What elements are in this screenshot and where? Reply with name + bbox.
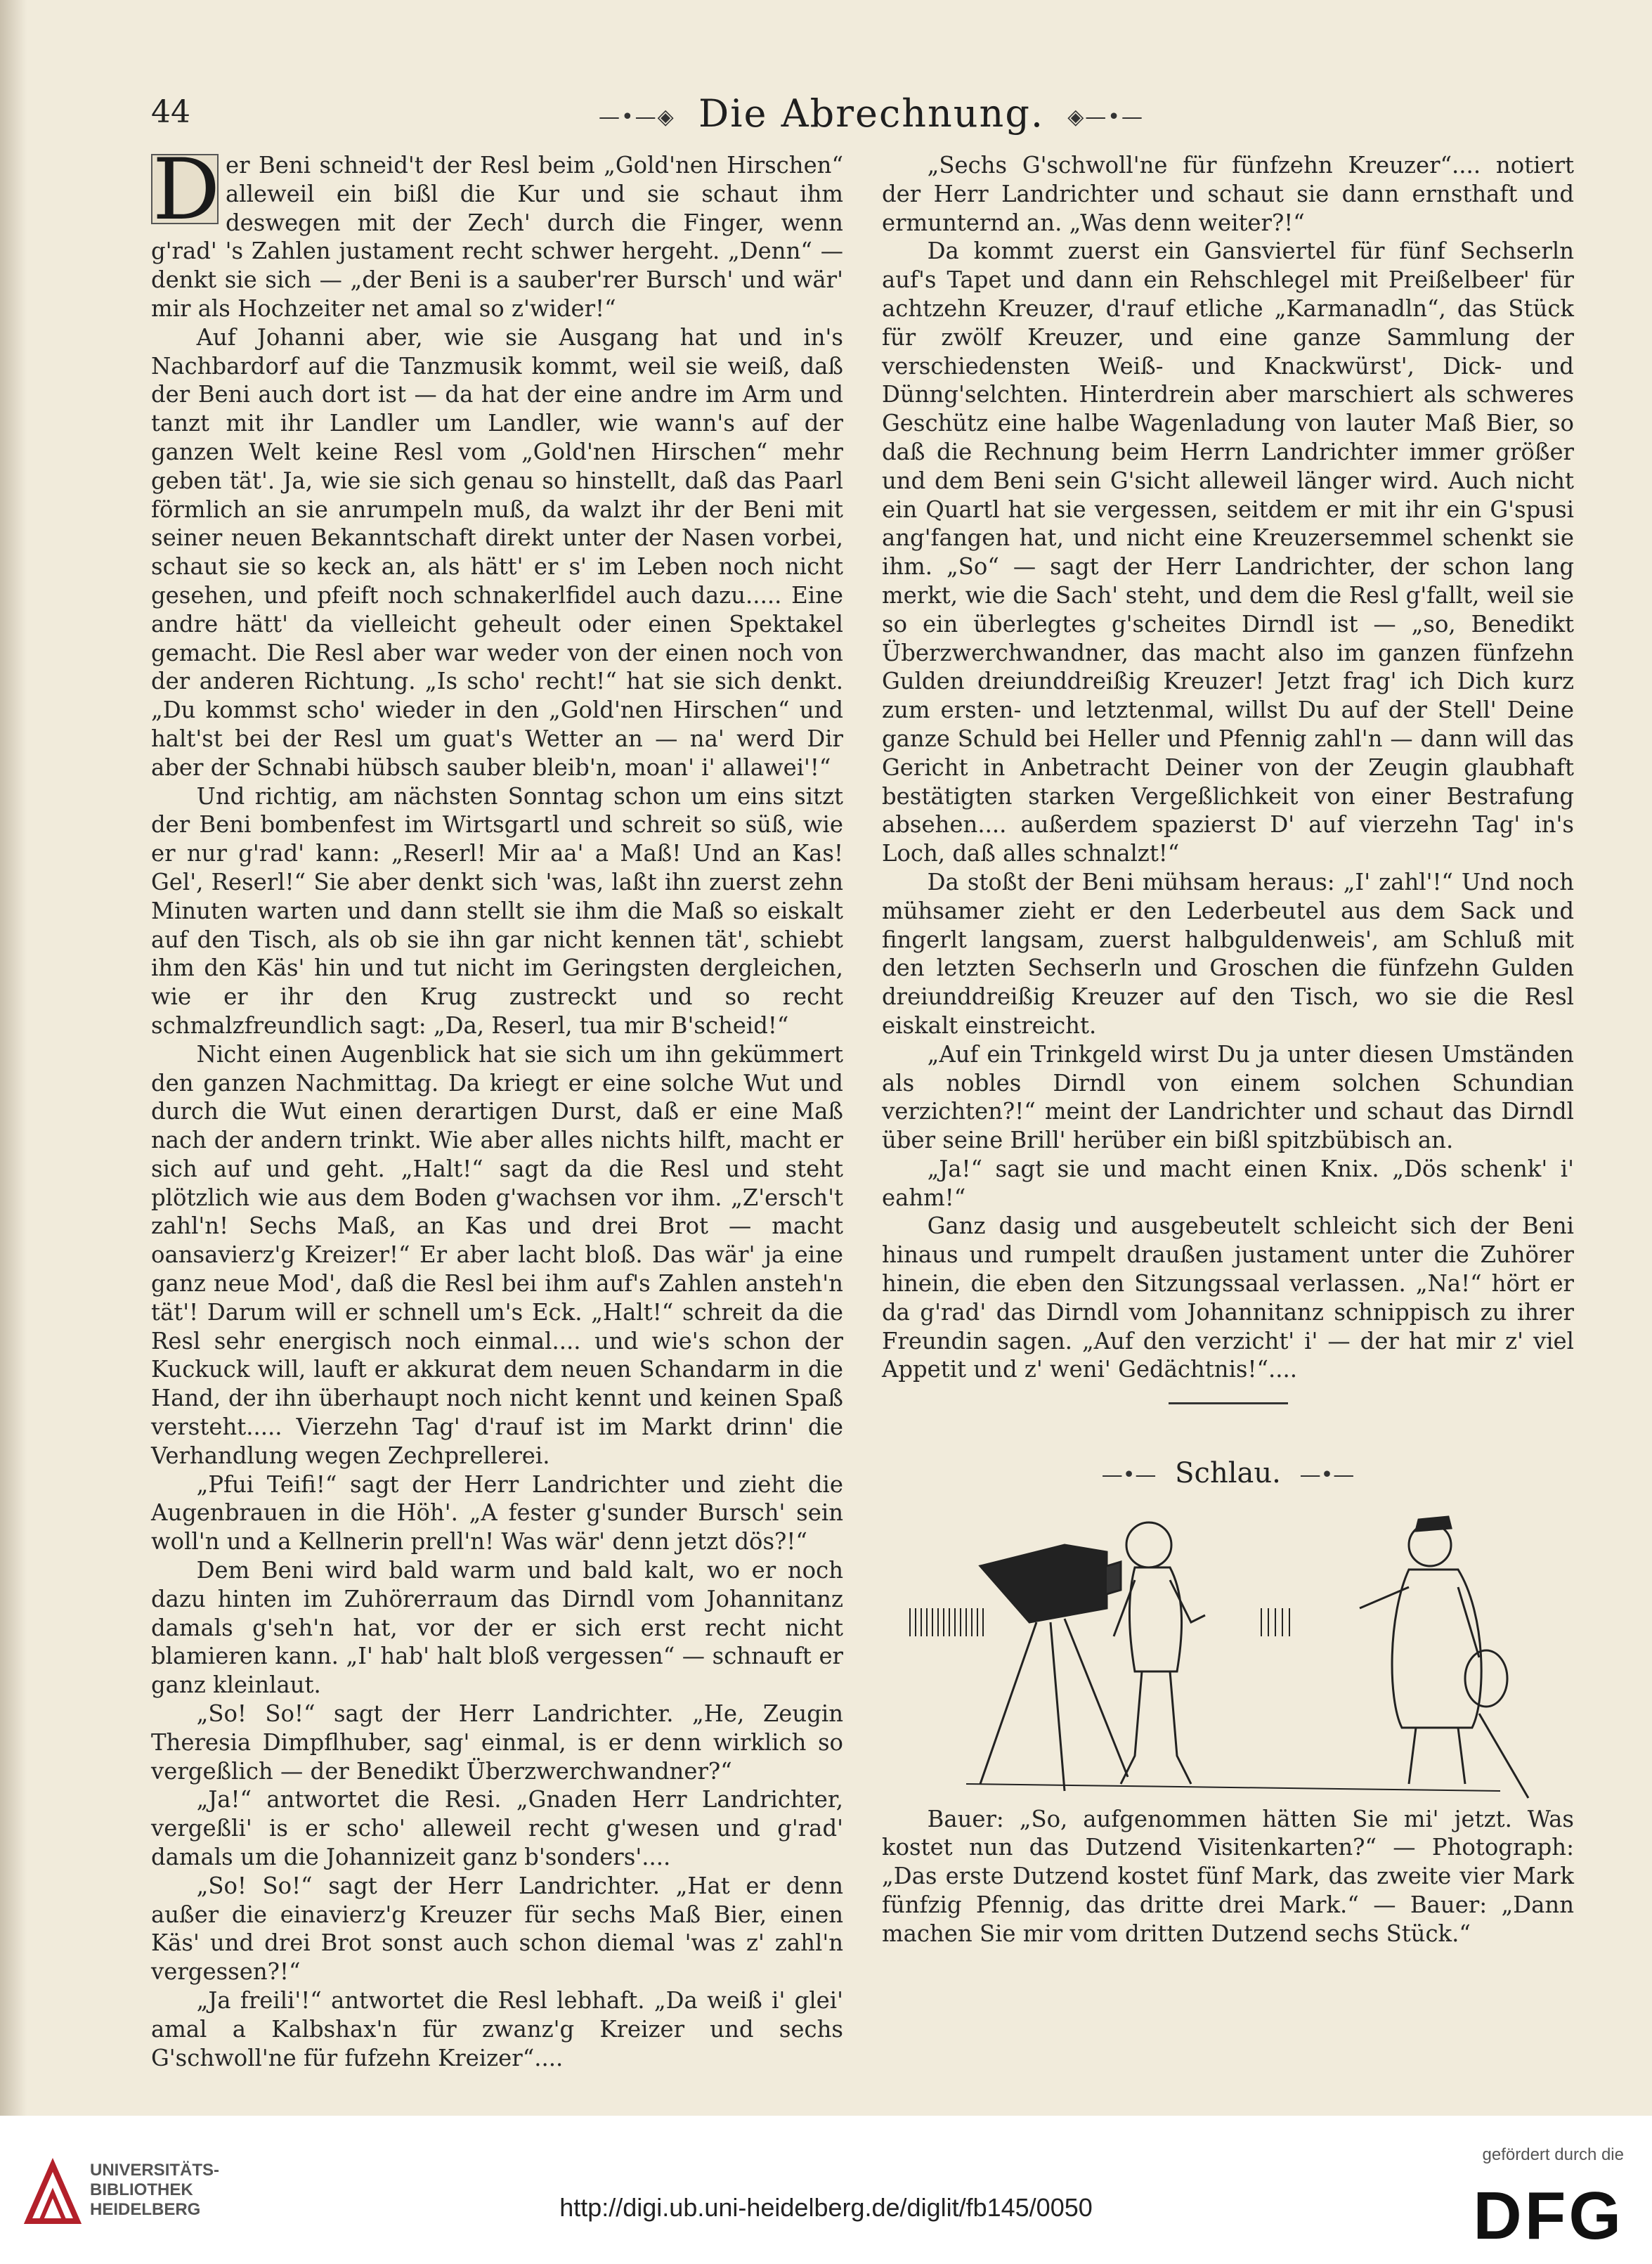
library-name-line: BIBLIOTHEK xyxy=(90,2180,193,2199)
paragraph xyxy=(151,141,843,323)
paragraph-text: er Beni schneid't der Resl beim „Gold'nen Hirschen“ alleweil ein bißl die Kur und sie schaut ihm deswegen mit der Zech' durch die Finger, wenn g'rad' 's Zahlen justament recht schwer hergeht. „Denn“ — denkt sie sich — „der Beni is a sauber'rer Bursch' und wär' mir als Hochzeiter net amal so z'wider!“ xyxy=(151,152,843,322)
paragraph: „Ja freili'!“ antwortet die Resl lebhaft. „Da weiß i' glei' amal a Kalbshax'n für zwanz'g Kreizer und sechs G'schwoll'ne für fufzehn Kreizer“.... xyxy=(151,1987,843,2071)
dfg-logo: DFG xyxy=(1473,2178,1624,2253)
paragraph: Und richtig, am nächsten Sonntag schon um eins sitzt der Beni bombenfest im Wirtsgartl und schreit so süß, wie er nur g'rad' kann: „Reserl! Mir aa' a Maß! Und an Kas! Gel', Reserl!“ Sie aber denkt sich 'was, laßt ihn zuerst zehn Minuten warten und dann stellt sie ihm die Maß so eiskalt auf den Tisch, als ob sie ihn gar nicht kennen tät', schiebt ihm den Käs' hin und tut nicht im Geringsten dergleichen, wie er ihr den Krug zustreckt und so recht schmalzfreundlich sagt: „Da, Reserl, tua mir B'scheid!“ xyxy=(151,782,843,1039)
paragraph: Da kommt zuerst ein Gansviertel für fünf Sechserln auf's Tapet und dann ein Rehschlegel mit Preißelbeer' für achtzehn Kreuzer, d'rauf etliche „Karmanadln“, das Stück für zwölf Kreuzer, und eine ganze Sammlung der verschiedensten Weiß- und Knackwürst', Dick- und Dünng'selchten. Hinterdrein aber marschiert als schweres Geschütz eine halbe Wagenladung von lauter Maß Bier, so daß die Rechnung beim Herrn Landrichter immer größer und dem Beni sein G'sicht alleweil länger wird. Auch nicht ein Quartl hat sie vergessen, seitdem er mit ihr ein G'spusi ang'fangen hat, und nicht eine Kreuzersemmel schenkt sie ihm. „So“ — sagt der Herr Landrichter, der schon lang merkt, wie die Sach' steht, und dem die Resl g'fallt, weil sie so ein überlegtes g'scheites Dirndl ist — „so, Benedikt Überzwerchwandner, das macht also im ganzen fünfzehn Gulden dreiunddreißig Kreuzer! Jetzt frag' ich Dich kurz zum ersten- und letztenmal, willst Du auf der Stell' Deine ganze Schuld bei Heller und Pfennig zahl'n — dann will das Gericht in Anbetracht Deiner von der Zeugin glaubhaft bestätigten starken Vergeßlichkeit von einer Bestrafung absehen.... außerdem spazierst D' auf vierzehn Tag' in's Loch, daß alles schnalzt!“ xyxy=(882,238,1574,867)
running-header xyxy=(151,91,1592,148)
paragraph: Da stoßt der Beni mühsam heraus: „I' zahl'!“ Und noch mühsamer zieht er den Lederbeutel aus dem Sack und fingerlt langsam, zuerst halbguldenweis', am Schluß mit den letzten Sechserln und Groschen die fünfzehn Gulden dreiunddreißig Kreuzer auf den Tisch, wo sie die Resl eiskalt einstreicht. xyxy=(882,868,1574,1039)
paragraph: „Auf ein Trinkgeld wirst Du ja unter diesen Umständen als nobles Dirndl von einem solchen Schundian verzichten?!“ meint der Landrichter und schaut das Dirndl über seine Brill' herüber ein bißl spitzbübisch an. xyxy=(882,1040,1574,1154)
cartoon-title: Schlau. xyxy=(1175,1457,1281,1490)
paragraph: Dem Beni wird bald warm und bald kalt, wo er noch dazu hinten im Zuhörerraum das Dirndl vom Johannitanz damals g'seh'n hat, vor der er sich erst recht nicht blamieren kann. „I' hab' halt bloß vergessen“ — schnauft er ganz kleinlaut. xyxy=(151,1557,843,1699)
library-name-line: HEIDELBERG xyxy=(90,2200,201,2219)
cartoon-title-wrap xyxy=(882,1459,1574,1489)
funded-by-label: gefördert durch die xyxy=(1482,2145,1624,2164)
library-name-line: UNIVERSITÄTS- xyxy=(90,2161,220,2180)
dropcap: D xyxy=(152,141,221,239)
ornament-left-icon: —•—◈ xyxy=(598,104,675,129)
running-title-wrap xyxy=(151,91,1592,136)
ornament-left-icon: —•— xyxy=(1101,1462,1157,1487)
cartoon-caption: Bauer: „So, aufgenommen hätten Sie mi' jetzt. Was kostet nun das Dutzend Visitenkarten?“ — Photograph: „Das erste Dutzend kostet fünf Mark, das zweite vier Mark fünfzig Pfennig, das dritte drei Mark.“ — Bauer: „Dann machen Sie mir vom dritten Dutzend sechs Stück.“ xyxy=(882,1805,1574,1947)
paragraph: Nicht einen Augenblick hat sie sich um ihn gekümmert den ganzen Nachmittag. Da kriegt er eine solche Wut und durch die Wut einen derartigen Durst, daß er eine Maß nach der andern trinkt. Wie aber alles nichts hilft, macht er sich auf und geht. „Halt!“ sagt da die Resl und steht plötzlich wie aus dem Boden g'wachsen vor ihm. „Z'ersch't zahl'n! Sechs Maß, an Kas und drei Brot — macht oansavierz'g Kreizer!“ Er aber lacht bloß. Das wär' ja eine ganz neue Mod', daß die Resl bei ihm auf's Zahlen ansteh'n tät'! Darum will er schnell um's Eck. „Halt!“ schreit da die Resl sehr energisch noch einmal.... und wie's schon der Kuckuck will, lauft er akkurat dem neuen Schandarm in die Hand, der ihn überhaupt noch nicht kennt und keinen Spaß versteht..... Vierzehn Tag' d'rauf ist im Markt drinn' die Verhandlung wegen Zechprellerei. xyxy=(151,1040,843,1469)
source-url-link[interactable]: http://digi.ub.uni-heidelberg.de/diglit/fb145/0050 xyxy=(559,2193,1093,2222)
running-title: Die Abrechnung. xyxy=(698,91,1045,136)
paragraph: „So! So!“ sagt der Herr Landrichter. „Hat er denn außer die einavierz'g Kreuzer für sechs Maß Bier, einen Käs' und drei Brot sonst auch schon diemal 'was z' zahl'n vergessen?!“ xyxy=(151,1872,843,1986)
paragraph: „So! So!“ sagt der Herr Landrichter. „He, Zeugin Theresia Dimpflhuber, sag' einmal, is er denn wirklich so vergeßlich — der Benedikt Überzwerchwandner?“ xyxy=(151,1700,843,1785)
footer xyxy=(0,2116,1652,2264)
right-column xyxy=(882,151,1574,1948)
section-divider xyxy=(1169,1402,1288,1404)
ornament-right-icon: ◈—•— xyxy=(1067,104,1145,129)
paragraph: „Pfui Teifi!“ sagt der Herr Landrichter und zieht die Augenbrauen in die Höh'. „A fester g'sunder Bursch' sein woll'n und a Kellnerin prell'n! Was wär' denn jetzt dös?!“ xyxy=(151,1470,843,1555)
page-binding-shadow xyxy=(0,0,27,2116)
ornament-right-icon: —•— xyxy=(1299,1462,1355,1487)
left-column xyxy=(151,141,843,2072)
paragraph: „Ja!“ antwortet die Resi. „Gnaden Herr Landrichter, vergeßli' is er scho' alleweil recht g'wesen und g'rad' damals um die Johannizeit ganz b'sonders'.... xyxy=(151,1786,843,1871)
paragraph: Ganz dasig und ausgebeutelt schleicht sich der Beni hinaus und rumpelt draußen justament unter die Zuhörer hinein, die eben den Sitzungssaal verlassen. „Na!“ hört er da g'rad' das Dirndl vom Johannitanz schnippisch zu ihrer Freundin sagen. „Auf den verzicht' i' — der hat mir z' viel Appetit und z' weni' Gedächtnis!“.... xyxy=(882,1212,1574,1383)
paragraph: Auf Johanni aber, wie sie Ausgang hat und in's Nachbardorf auf die Tanzmusik kommt, weil sie weiß, daß der Beni auch dort ist — da hat der eine andre im Arm und tanzt mit ihr Landler um Landler, wie wann's auf der ganzen Welt keine Resl vom „Gold'nen Hirschen“ mehr geben tät'. Ja, wie sie sich genau so hinstellt, daß das Paarl förmlich an sie anrumpeln muß, da walzt ihr der Beni mit seiner neuen Bekanntschaft direkt unter der Nasen vorbei, schaut sie so keck an, als hätt' er s' im Leben noch nicht gesehen, und pfeift noch schnakerlfidel auch dazu..... Eine andre hätt' da vielleicht geheult oder einen Spektakel gemacht. Die Resl aber war weder von der einen noch von der anderen Richtung. „Is scho' recht!“ hat sie sich denkt. „Du kommst scho' wieder in den „Gold'nen Hirschen“ und halt'st bei der Resl um guat's Wetter an — na' werd Dir aber der Schnabi hübsch sauber bleib'n, moan' i' allawei'!“ xyxy=(151,323,843,781)
paragraph: „Ja!“ sagt sie und macht einen Knix. „Dös schenk' i' eahm!“ xyxy=(882,1155,1574,1211)
cartoon-illustration xyxy=(896,1503,1570,1805)
page-number: 44 xyxy=(151,94,190,130)
paragraph: „Sechs G'schwoll'ne für fünfzehn Kreuzer“.... notiert der Herr Landrichter und schaut sie dann ernsthaft und ermunternd an. „Was denn weiter?!“ xyxy=(882,152,1574,236)
